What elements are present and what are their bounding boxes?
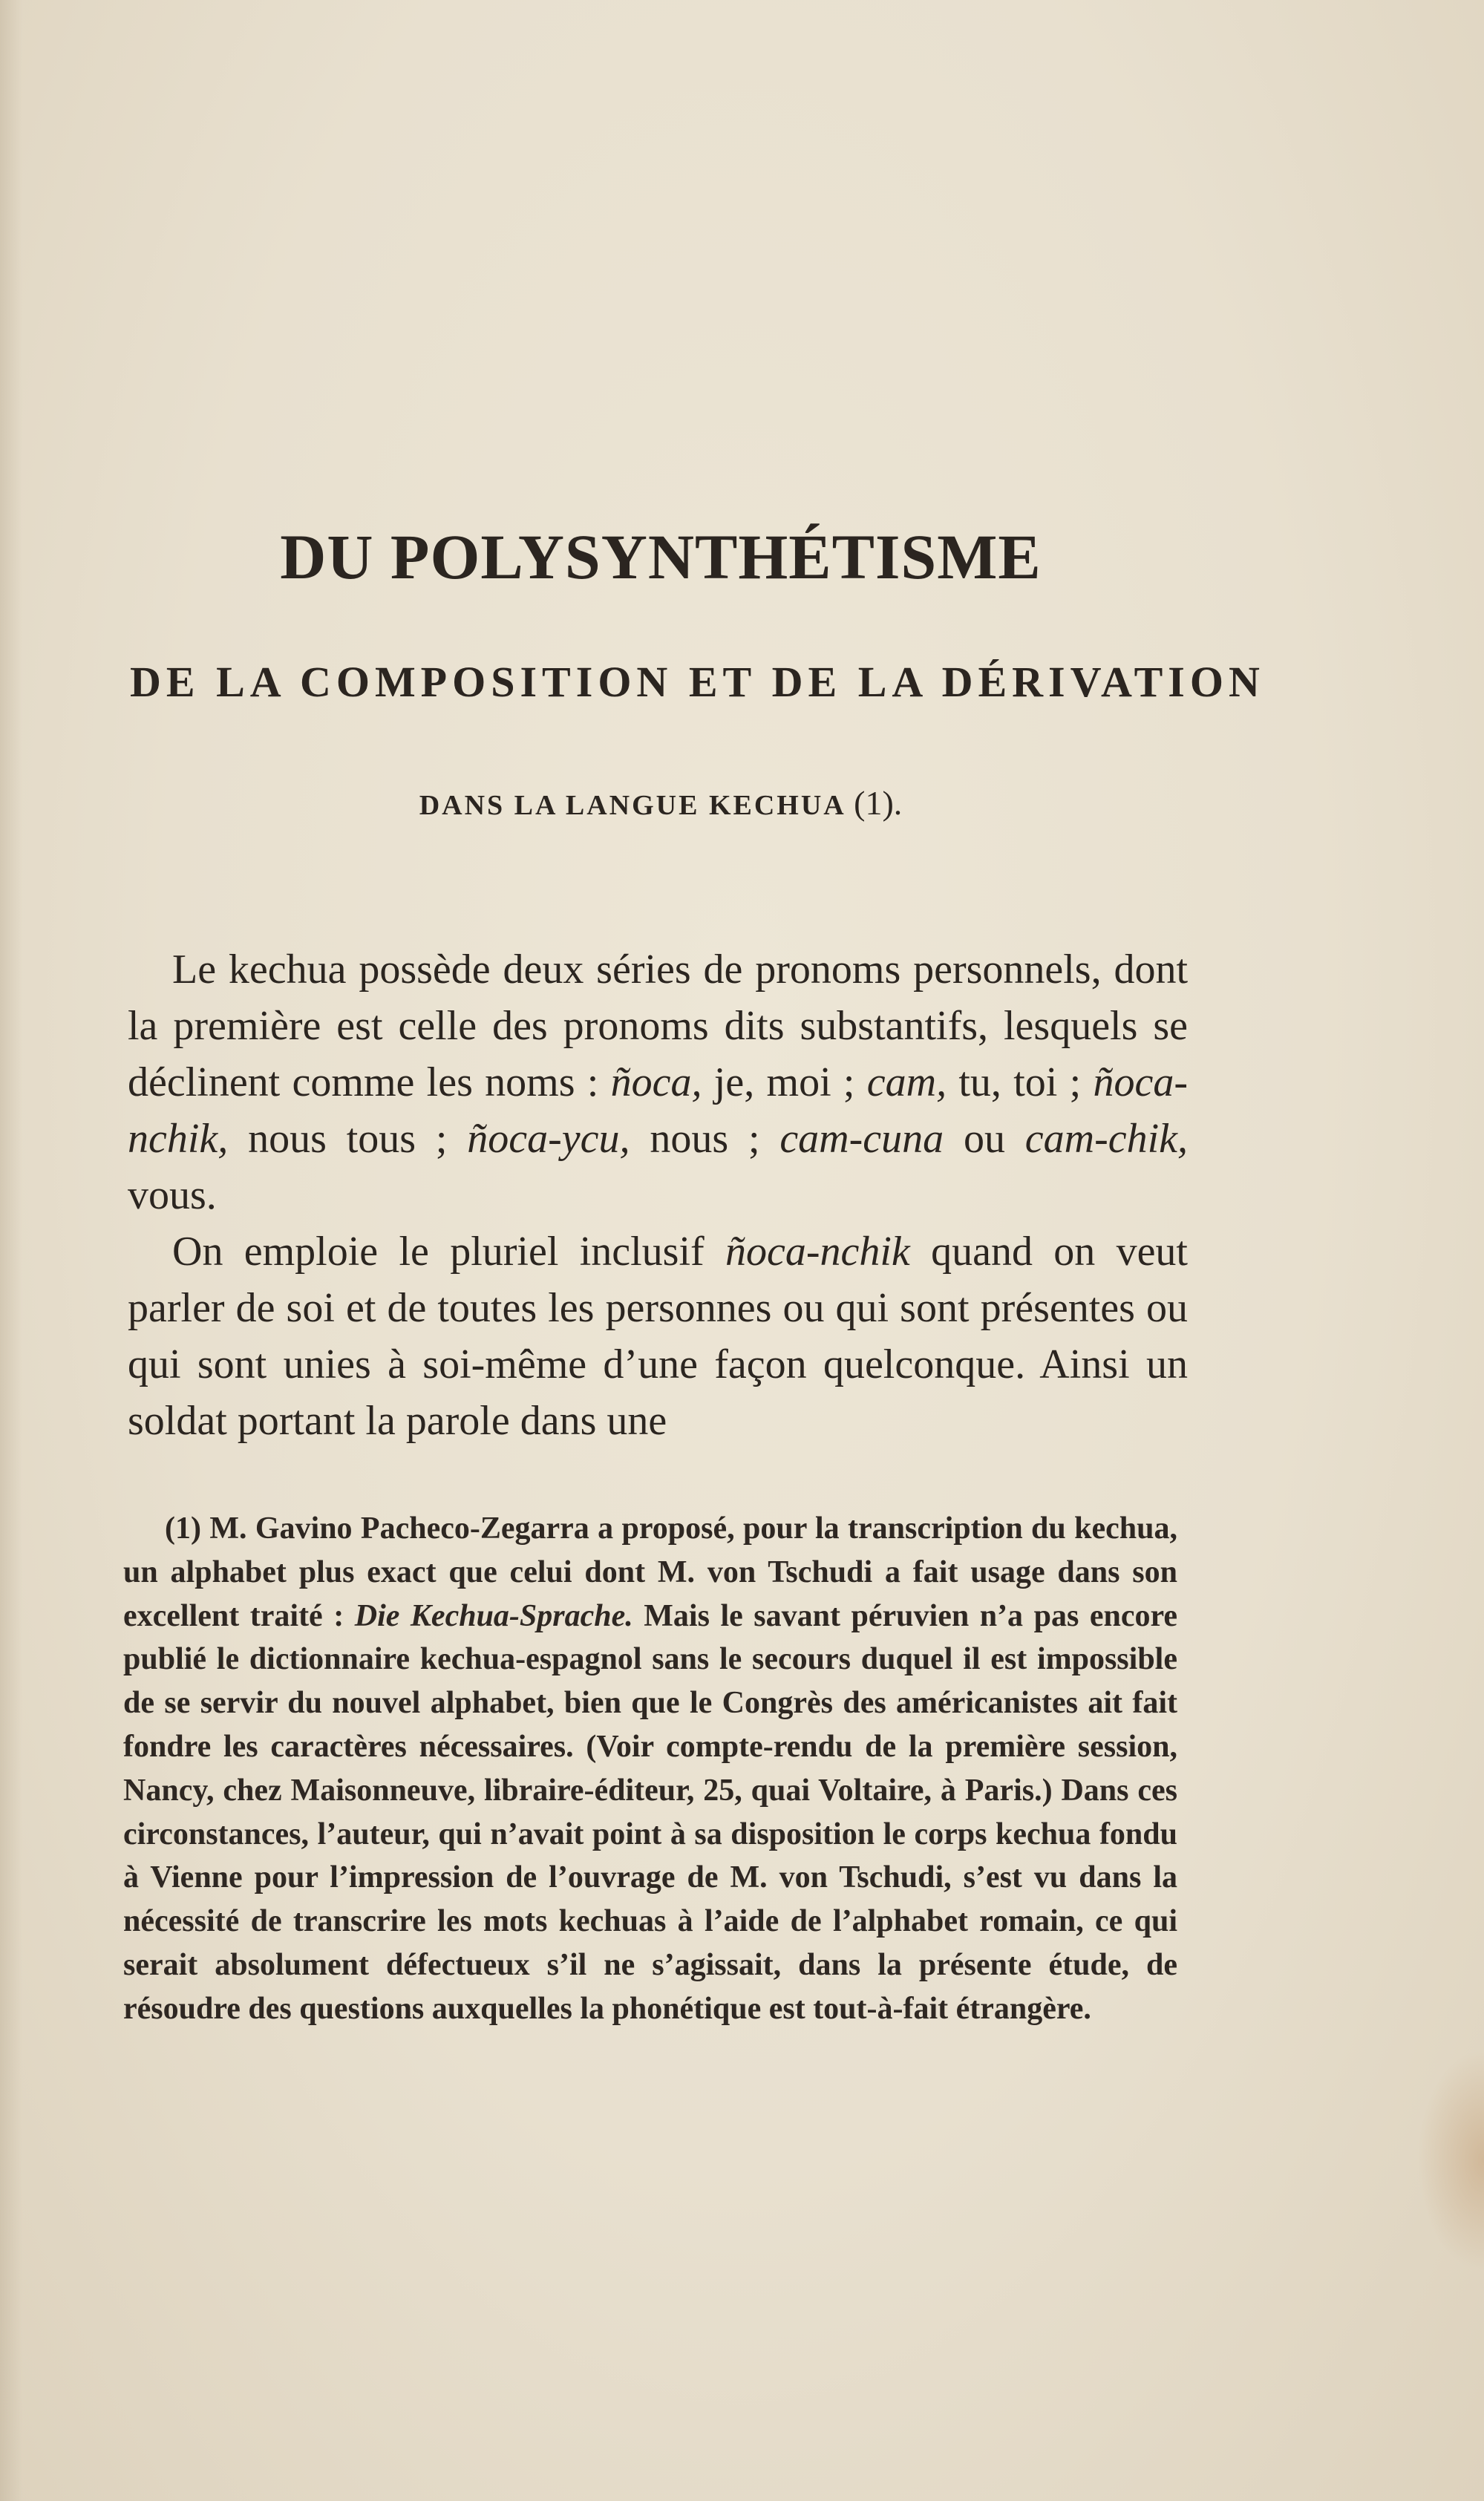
subsubtitle-text: DANS LA LANGUE KECHUA	[419, 790, 845, 821]
p1-text-6: ou	[944, 1116, 1025, 1162]
p1-word-noca-nchik: ñoca-nchik,	[128, 1059, 1189, 1162]
paper-stain	[1417, 2049, 1484, 2272]
p1-word-cam: cam,	[866, 1059, 947, 1105]
page-edge-shadow	[0, 0, 22, 2501]
p1-text-7: vous.	[128, 1172, 217, 1218]
page-subtitle: DE LA COMPOSITION ET DE LA DÉRIVATION	[130, 658, 1265, 706]
paragraph-1	[128, 941, 1188, 1223]
p1-word-cam-cuna: cam-cuna	[779, 1116, 944, 1162]
p1-text-1: Le kechua possède deux séries de pronoms personnels, dont la première est celle des pronoms dits substantifs, lesquels se déclinent comme les noms :	[128, 947, 1188, 1105]
p1-word-cam-chik: cam-chik,	[1024, 1116, 1189, 1162]
p1-text-3: tu, toi ;	[947, 1059, 1094, 1105]
paragraph-2	[128, 1223, 1188, 1449]
footnote-text-1: (1) M. Gavino Pacheco-Zegarra a proposé, pour la transcription du kechua, un alphabet plus exact que celui dont M. von Tschudi a fait usage dans son excellent traité :	[123, 1511, 1177, 1633]
p1-word-noca-ycu: ñoca-ycu,	[467, 1116, 630, 1162]
footnote-paragraph	[123, 1507, 1177, 2031]
footnote-book-title: Die Kechua-Sprache.	[354, 1598, 633, 1633]
page-title: DU POLYSYNTHÉTISME	[280, 521, 1042, 592]
p2-text-1: On emploie le pluriel inclusif	[172, 1229, 725, 1275]
footnote-reference: (1).	[854, 784, 903, 822]
p2-word-noca-nchik: ñoca-nchik	[725, 1229, 910, 1275]
p1-text-4: nous tous ;	[228, 1116, 468, 1162]
footnote	[123, 1507, 1177, 2031]
p1-text-5: nous ;	[630, 1116, 780, 1162]
body-text	[128, 941, 1188, 1449]
p2-text-2: quand on veut parler de soi et de toutes les personnes ou qui sont présentes ou qui sont unies à soi-même d’une façon quelconque. Ainsi un soldat portant la parole dans une	[128, 1229, 1188, 1444]
footnote-text-2: Mais le savant péruvien n’a pas encore publié le dictionnaire kechua-espagnol sans le secours duquel il est impossible de se servir du nouvel alphabet, bien que le Congrès des américanistes ait fait fondre les caractères nécessaires. (Voir compte-rendu de la première session, Nancy, chez Maisonneuve, libraire-éditeur, 25, quai Voltaire, à Paris.) Dans ces circonstances, l’auteur, qui n’avait point à sa disposition le corps kechua fondu à Vienne pour l’impression de l’ouvrage de M. von Tschudi, s’est vu dans la nécessité de transcrire les mots kechuas à l’aide de l’alphabet romain, ce qui serait absolument défectueux s’il ne s’agissait, dans la présente étude, de résoudre des questions auxquelles la phonétique est tout-à-fait étrangère.	[123, 1598, 1177, 2026]
page-subsubtitle	[0, 783, 1321, 823]
p1-word-noca: ñoca,	[610, 1059, 702, 1105]
p1-text-2: je, moi ;	[702, 1059, 867, 1105]
